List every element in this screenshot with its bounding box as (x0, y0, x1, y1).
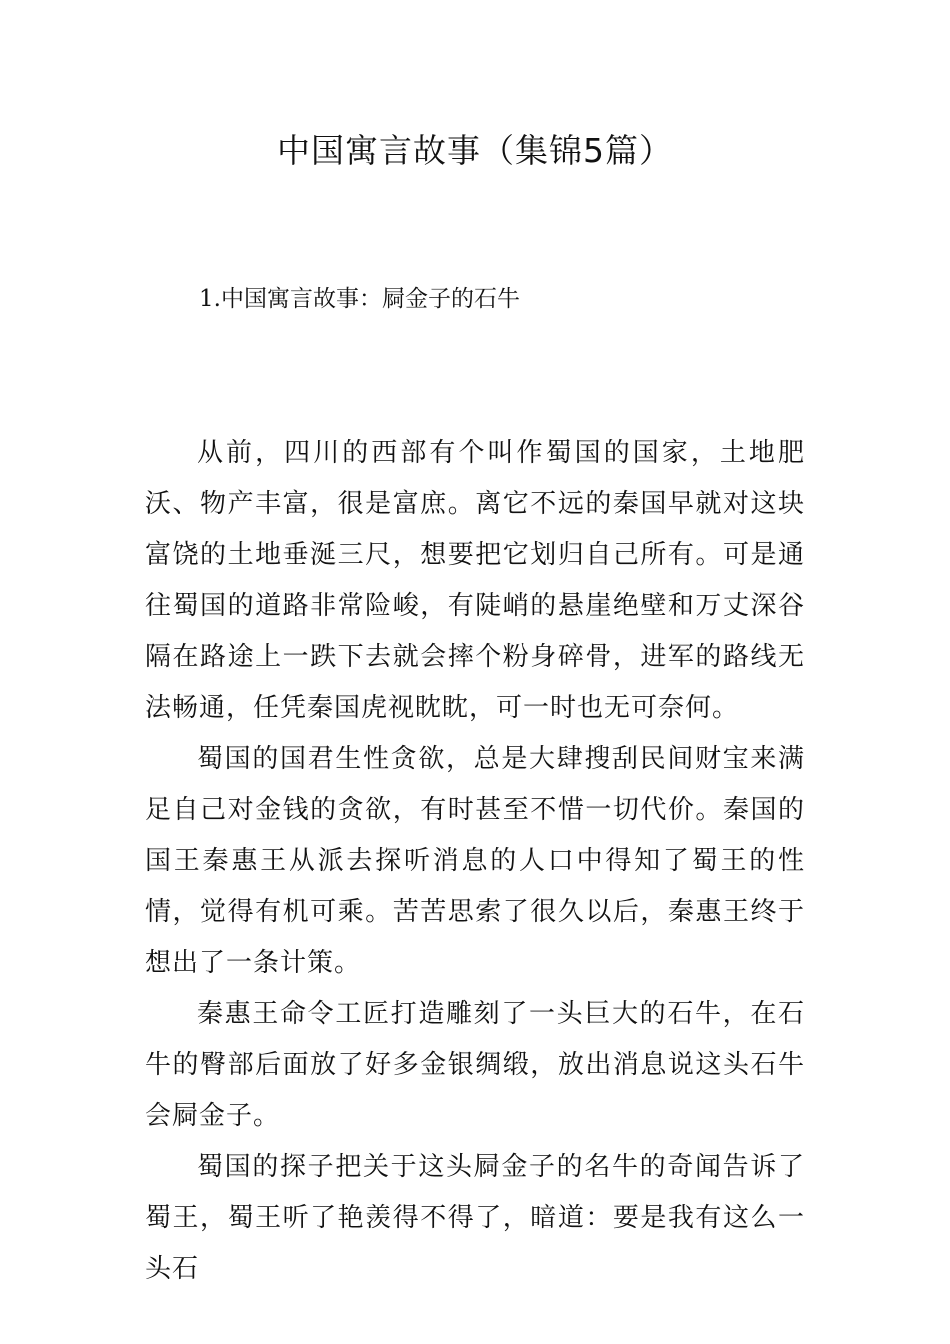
document-title: 中国寓言故事（集锦5篇） (277, 131, 673, 170)
paragraph: 蜀国的探子把关于这头屙金子的名牛的奇闻告诉了蜀王，蜀王听了艳羡得不得了，暗道：要是我有这么一头石 (145, 1152, 805, 1284)
paragraph: 蜀国的国君生性贪欲，总是大肆搜刮民间财宝来满足自己对金钱的贪欲，有时甚至不惜一切代价。秦国的国王秦惠王从派去探听消息的人口中得知了蜀王的性情，觉得有机可乘。苦苦思索了很久以后，秦惠王终于想出了一条计策。 (145, 744, 805, 978)
section-heading: 1.中国寓言故事：屙金子的石牛 (199, 286, 520, 312)
story-body (145, 428, 805, 1295)
paragraph: 从前，四川的西部有个叫作蜀国的国家，土地肥沃、物产丰富，很是富庶。离它不远的秦国早就对这块富饶的土地垂涎三尺，想要把它划归自己所有。可是通往蜀国的道路非常险峻，有陡峭的悬崖绝壁和万丈深谷隔在路途上一跌下去就会摔个粉身碎骨，进军的路线无法畅通，任凭秦国虎视眈眈，可一时也无可奈何。 (145, 438, 805, 723)
paragraph: 秦惠王命令工匠打造雕刻了一头巨大的石牛，在石牛的臀部后面放了好多金银绸缎，放出消息说这头石牛会屙金子。 (145, 999, 805, 1131)
